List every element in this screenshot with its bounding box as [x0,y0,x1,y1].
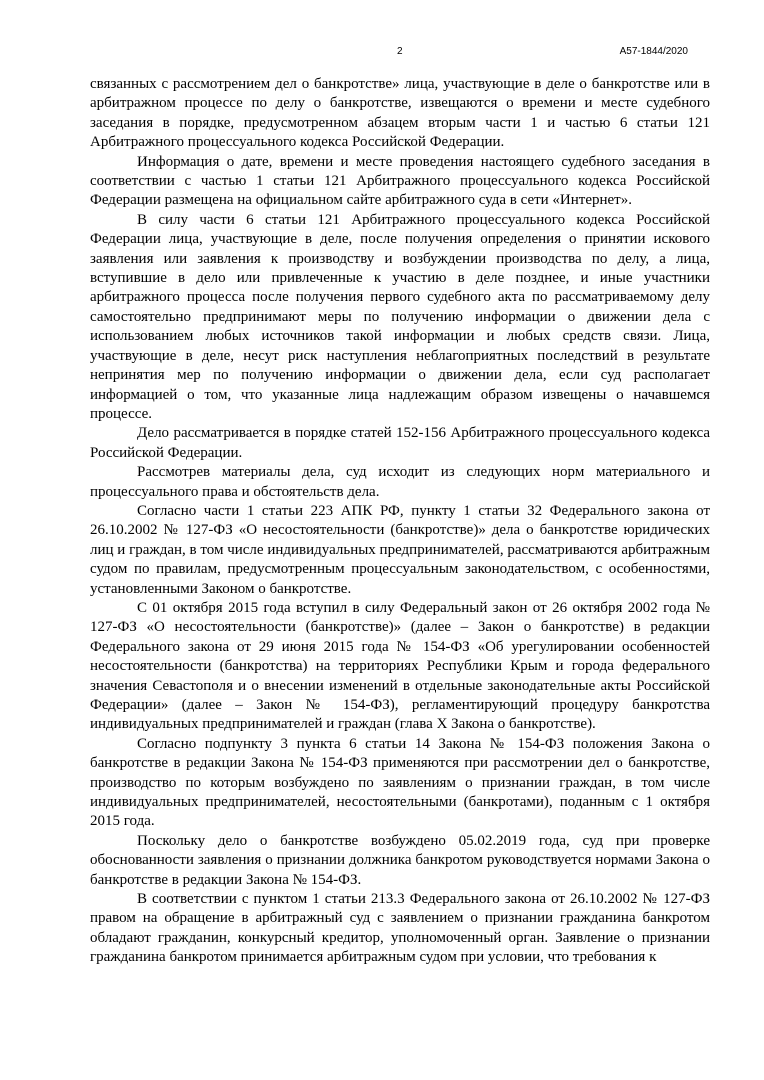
paragraph: связанных с рассмотрением дел о банкротстве» лица, участвующие в деле о банкротстве или в арбитражном процессе по делу о банкротстве, извещаются о времени и месте судебного заседания в порядке, предусмотренном абзацем вторым части 1 и частью 6 статьи 121 Арбитражного процессуального кодекса Российской Федерации. [90,76,710,151]
paragraph: В соответствии с пунктом 1 статьи 213.3 Федерального закона от 26.10.2002 № 127-ФЗ правом на обращение в арбитражный суд с заявлением о признании гражданина банкротом обладают гражданин, конкурсный кредитор, уполномоченный орган. Заявление о признании гражданина банкротом принимается арбитражным судом при условии, что требования к [90,891,710,966]
paragraph: Поскольку дело о банкротстве возбуждено 05.02.2019 года, суд при проверке обоснованности заявления о признании должника банкротом руководствуется нормами Закона о банкротстве в редакции Закона № 154-ФЗ. [90,832,710,888]
paragraph: В силу части 6 статьи 121 Арбитражного процессуального кодекса Российской Федерации лица, участвующие в деле, после получения определения о принятии искового заявления или заявления к производству и возбуждении производства по делу, а лица, вступившие в дело или привлеченные к участию в деле позднее, и иные участники арбитражного процесса после получения первого судебного акта по рассматриваемому делу самостоятельно предпринимают меры по получению информации о движении дела с использованием любых источников такой информации и любых средств связи. Лица, участвующие в деле, несут риск наступления неблагоприятных последствий в результате непринятия мер по получению информации о движении дела, если суд располагает информацией о том, что указанные лица надлежащим образом извещены о начавшемся процессе. [90,211,710,422]
paragraph: Рассмотрев материалы дела, суд исходит из следующих норм материального и процессуального права и обстоятельств дела. [90,464,710,500]
paragraph: Согласно подпункту 3 пункта 6 статьи 14 Закона № 154-ФЗ положения Закона о банкротстве в редакции Закона № 154-ФЗ применяются при рассмотрении дел о банкротстве, производство по которым возбуждено по заявлениям о признании граждан, в том числе индивидуальных предпринимателей, несостоятельными (банкротами), поданным с 1 октября 2015 года. [90,735,710,830]
page-number: 2 [397,46,403,57]
paragraph: С 01 октября 2015 года вступил в силу Федеральный закон от 26 октября 2002 года № 127-ФЗ «О несостоятельности (банкротстве)» (далее – Закон о банкротстве) в редакции Федерального закона от 29 июня 2015 года № 154-ФЗ «Об урегулировании особенностей несостоятельности (банкротства) на территориях Республики Крым и города федерального значения Севастополя и о внесении изменений в отдельные законодательные акты Российской Федерации» (далее – Закон № 154-ФЗ), регламентирующий процедуру банкротства индивидуальных предпринимателей и граждан (глава X Закона о банкротстве). [90,599,710,733]
paragraph: Согласно части 1 статьи 223 АПК РФ, пункту 1 статьи 32 Федерального закона от 26.10.2002 № 127-ФЗ «О несостоятельности (банкротстве)» дела о банкротстве юридических лиц и граждан, в том числе индивидуальных предпринимателей, рассматриваются арбитражным судом по правилам, предусмотренным процессуальным законодательством, с особенностями, установленными Законом о банкротстве. [90,502,710,597]
case-number: А57-1844/2020 [619,46,688,57]
paragraph: Информация о дате, времени и месте проведения настоящего судебного заседания в соответствии с частью 1 статьи 121 Арбитражного процессуального кодекса Российской Федерации размещена на официальном сайте арбитражного суда в сети «Интернет». [90,153,710,209]
paragraph: Дело рассматривается в порядке статей 152-156 Арбитражного процессуального кодекса Российской Федерации. [90,425,710,461]
document-body [90,75,710,968]
